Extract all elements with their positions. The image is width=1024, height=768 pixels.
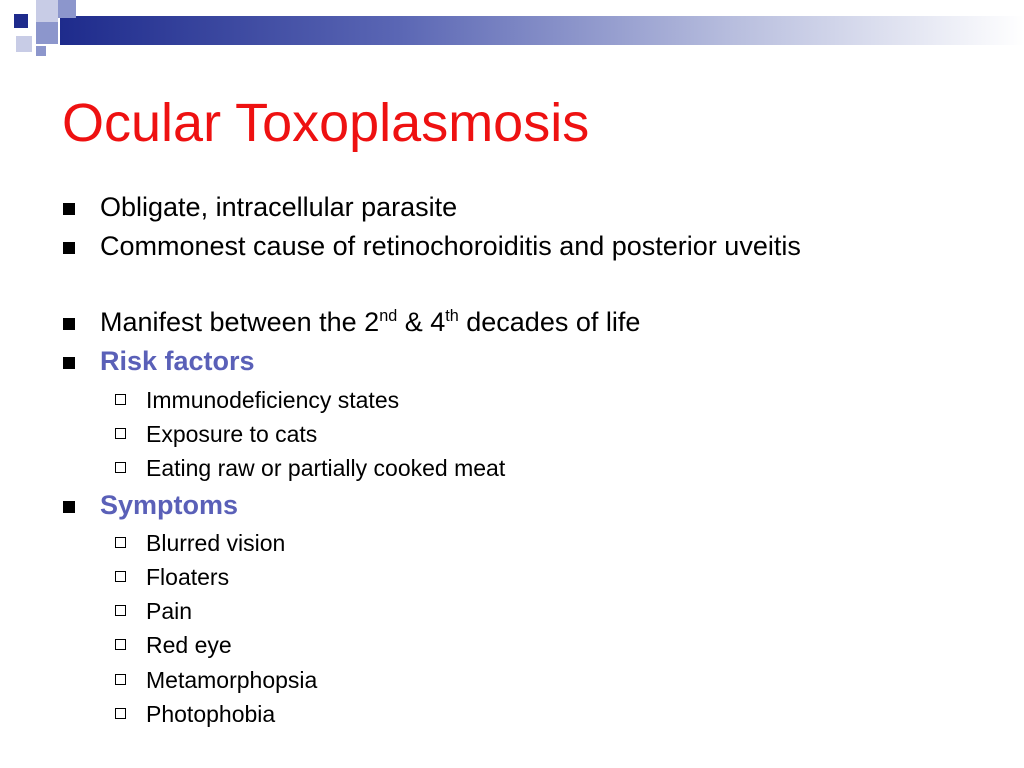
bullet-obligate-parasite: Obligate, intracellular parasite [100,191,900,224]
header-gradient-bar [60,16,1024,45]
slide-title: Ocular Toxoplasmosis [62,93,590,153]
bullet-text-part: Manifest between the 2 [100,307,380,337]
header-square-decoration [58,0,76,18]
bullet-risk-factors-heading: Risk factors [100,345,900,378]
symptom-item: Red eye [146,632,232,658]
bullet-commonest-cause: Commonest cause of retinochoroiditis and posterior uveitis [100,230,920,263]
header-square-decoration [16,36,32,52]
symptom-item: Pain [146,598,193,624]
bullet-symptoms-heading: Symptoms [100,489,900,522]
bullet-text-part: decades of life [458,307,641,337]
bullet-text-part: & 4 [397,307,446,337]
symptom-item: Floaters [146,564,230,590]
symptom-item: Metamorphopsia [146,667,318,693]
superscript-nd: nd [379,307,398,325]
risk-factor-item: Eating raw or partially cooked meat [146,455,506,481]
risk-factor-item: Immunodeficiency states [146,387,400,413]
symptom-item: Photophobia [146,701,276,727]
symptom-item: Blurred vision [146,530,286,556]
header-square-decoration [14,14,28,28]
header-square-decoration [36,0,58,22]
superscript-th: th [445,307,459,325]
bullet-manifest-decades [100,306,900,339]
header-square-decoration [36,46,46,56]
header-square-decoration [36,22,58,44]
risk-factor-item: Exposure to cats [146,421,318,447]
